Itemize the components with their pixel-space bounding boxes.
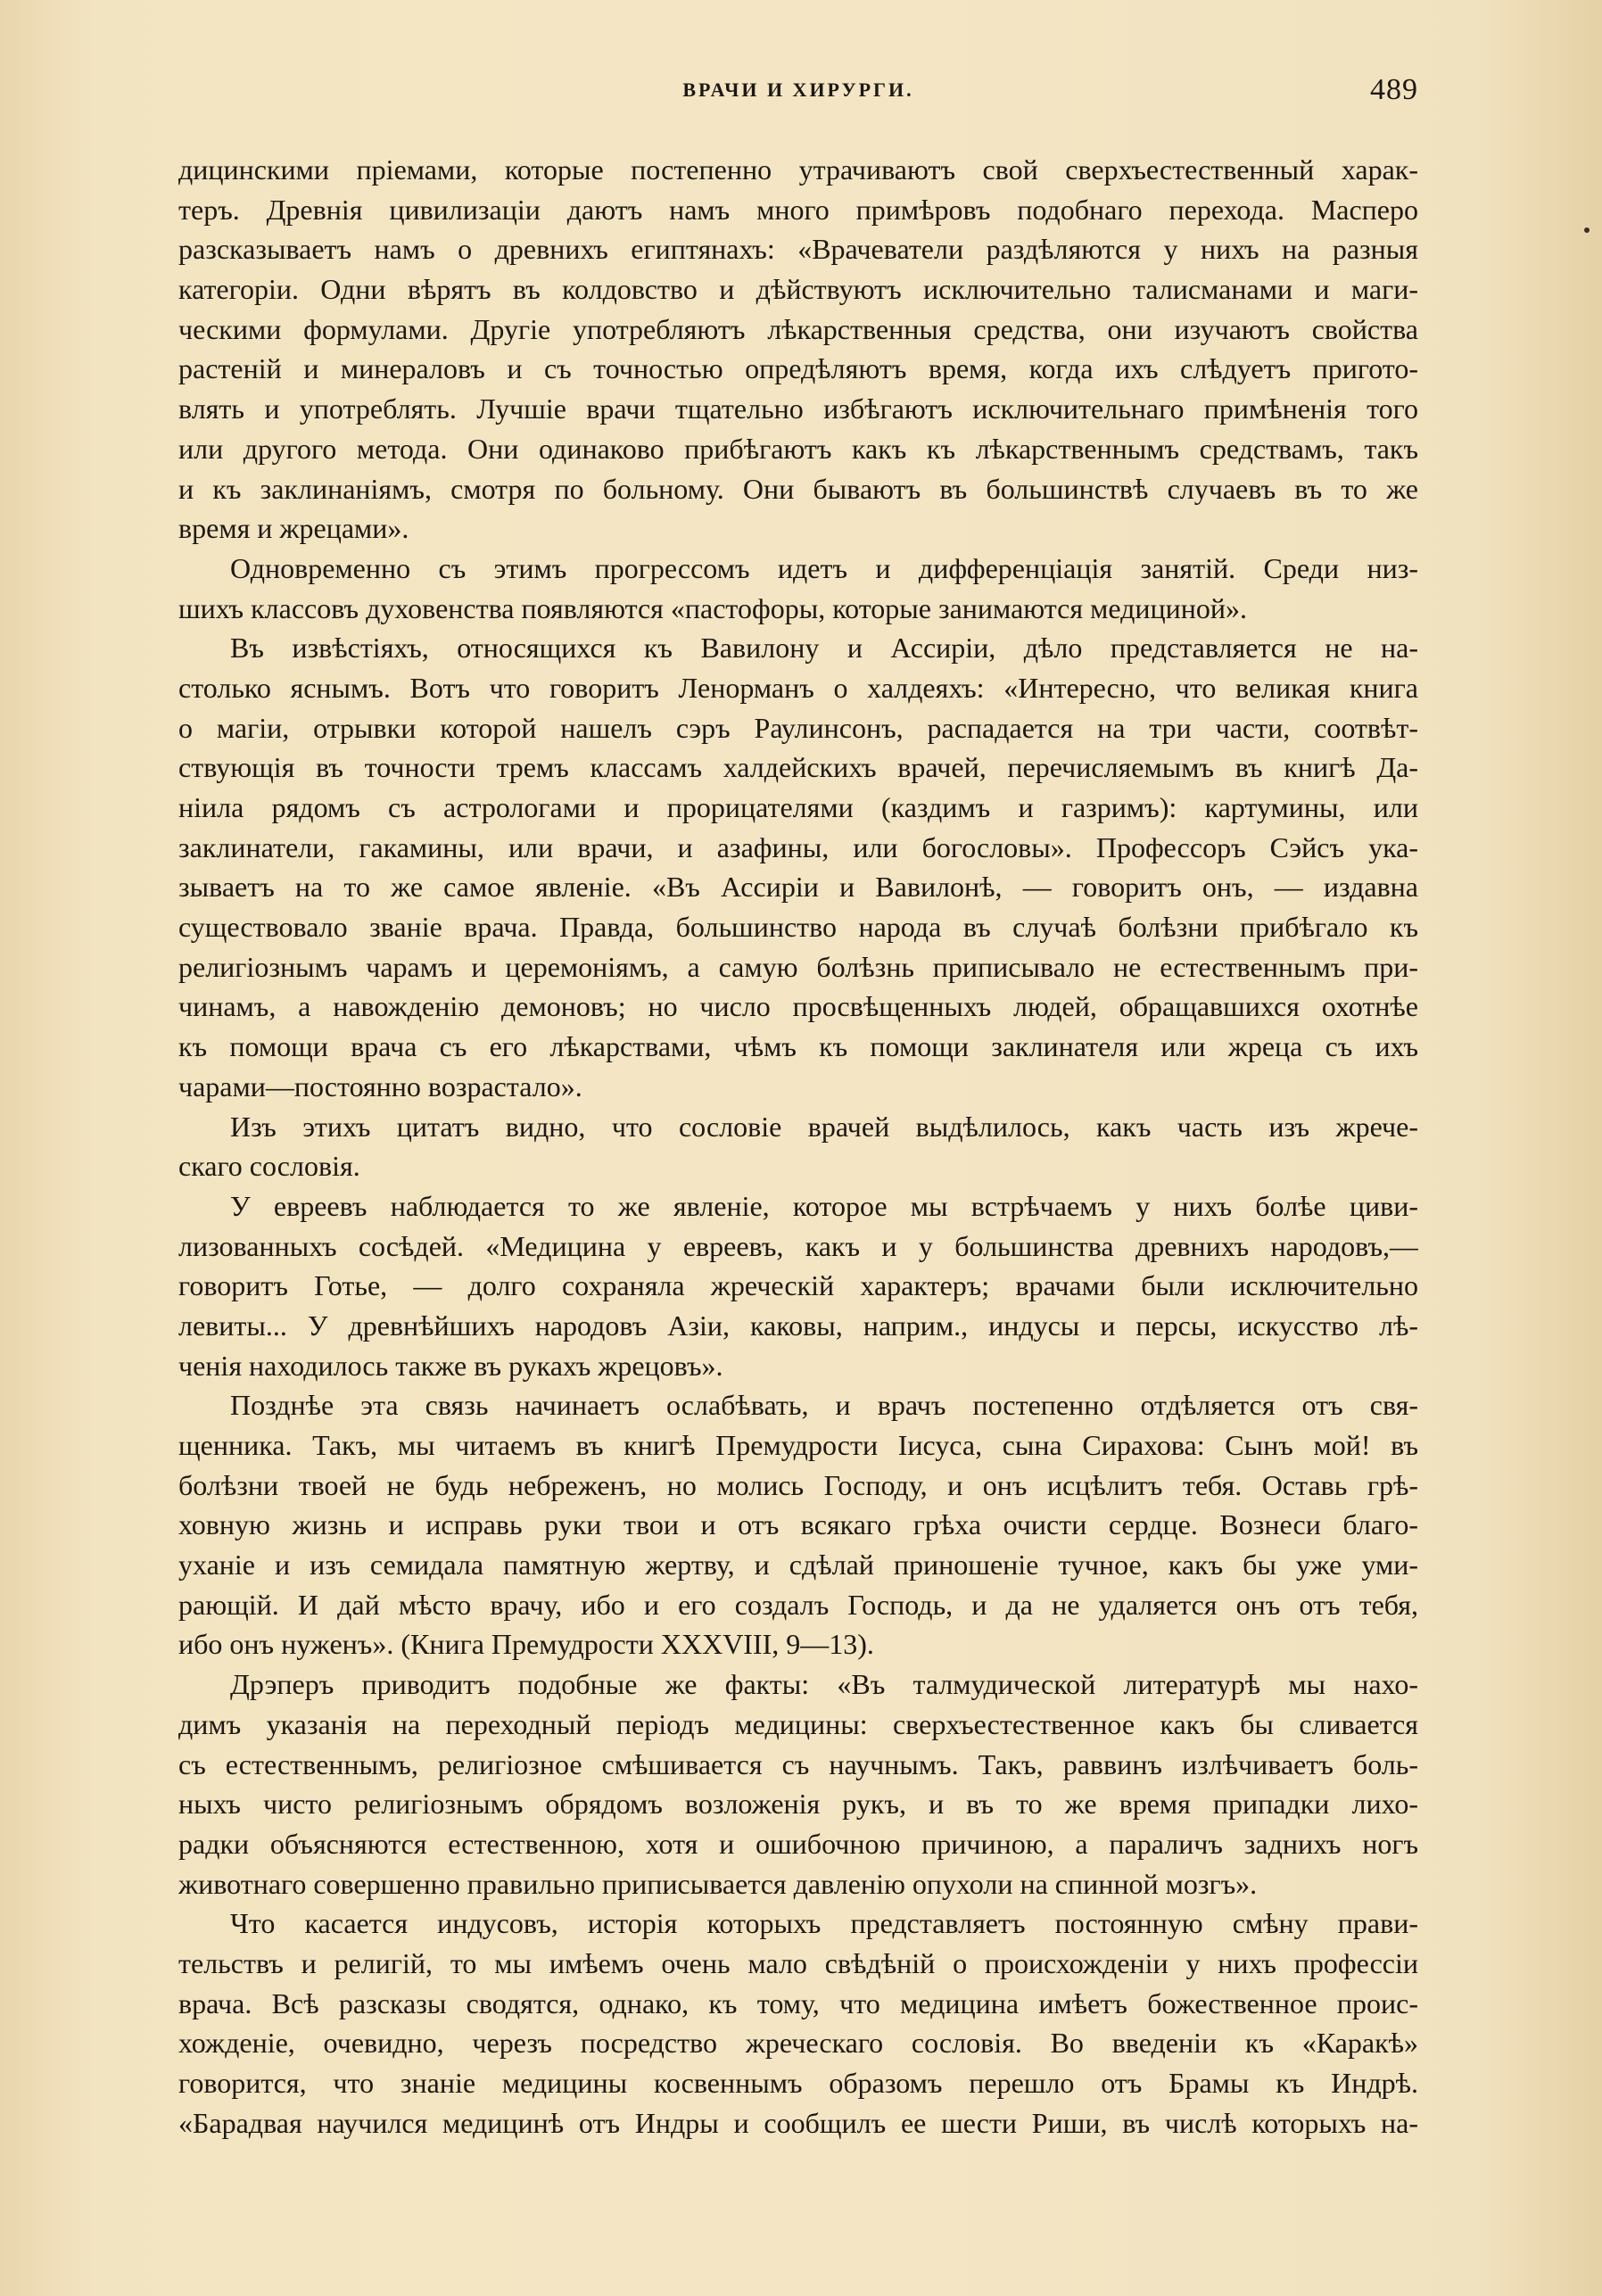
text-line: столько яснымъ. Вотъ что говоритъ Ленорманъ о халдеяхъ: «Интересно, что великая книга <box>178 671 1418 704</box>
text-line: говорится, что знаніе медицины косвеннымъ образомъ перешло отъ Брамы къ Индрѣ. <box>178 2067 1418 2099</box>
text-line: чинамъ, а навожденію демоновъ; но число просвѣщенныхъ людей, обращавшихся охотнѣе <box>178 990 1418 1023</box>
text-line: щенника. Такъ, мы читаемъ въ книгѣ Премудрости Іисуса, сына Сирахова: Сынъ мой! въ <box>178 1429 1418 1461</box>
text-line: теръ. Древнія цивилизаціи даютъ намъ много примѣровъ подобнаго перехода. Масперо <box>178 193 1418 226</box>
text-line: религіознымъ чарамъ и церемоніямъ, а самую болѣзнь приписывало не естественнымъ при- <box>178 950 1418 983</box>
text-line: и къ заклинаніямъ, смотря по больному. Они бываютъ въ большинствѣ случаевъ въ то же <box>178 472 1418 505</box>
text-line: разсказываетъ намъ о древнихъ египтянахъ: «Врачеватели раздѣляются у нихъ на разныя <box>178 233 1418 266</box>
text-line: говоритъ Готье, — долго сохраняла жреческій характеръ; врачами были исключительно <box>178 1269 1418 1302</box>
text-line: врача. Всѣ разсказы сводятся, однако, къ тому, что медицина имѣетъ божественное проис- <box>178 1986 1418 2019</box>
text-line: ховную жизнь и исправь руки твои и отъ всякаго грѣха очисти сердце. Вознеси благо- <box>178 1508 1418 1541</box>
text-line: димъ указанія на переходный періодъ медицины: сверхъестественное какъ бы сливается <box>178 1707 1418 1740</box>
text-line: съ естественнымъ, религіозное смѣшивается съ научнымъ. Такъ, раввинъ излѣчиваетъ боль- <box>178 1747 1418 1780</box>
text-line: У евреевъ наблюдается то же явленіе, которое мы встрѣчаемъ у нихъ болѣе циви- <box>230 1189 1418 1222</box>
page-header <box>178 73 1418 109</box>
text-line: о магіи, отрывки которой нашелъ сэръ Раулинсонъ, распадается на три части, соотвѣт- <box>178 711 1418 744</box>
text-line: растеній и минераловъ и съ точностью опредѣляютъ время, когда ихъ слѣдуетъ пригото- <box>178 352 1418 385</box>
text-line: дицинскими пріемами, которые постепенно утрачиваютъ свой сверхъестественный харак- <box>178 153 1418 186</box>
text-line: чарами—постоянно возрастало». <box>178 1070 582 1103</box>
text-line: лизованныхъ сосѣдей. «Медицина у евреевъ, какъ и у большинства древнихъ народовъ,— <box>178 1229 1418 1262</box>
text-line: шихъ классовъ духовенства появляются «пастофоры, которые занимаются медициной». <box>178 591 1247 624</box>
text-line: ствующія въ точности тремъ классамъ халдейскихъ врачей, перечисляемымъ въ книгѣ Да- <box>178 751 1418 784</box>
text-line: заклинатели, гакамины, или врачи, и азафины, или богословы». Профессоръ Сэйсъ ука- <box>178 830 1418 863</box>
text-line: хожденіе, очевидно, черезъ посредство жреческаго сословія. Во введеніи къ «Каракѣ» <box>178 2027 1418 2060</box>
margin-speck <box>1584 227 1590 233</box>
text-line: Дрэперъ приводитъ подобные же факты: «Въ талмудической литературѣ мы нахо- <box>230 1668 1418 1701</box>
text-line: радки объясняются естественною, хотя и ошибочною причиною, а параличъ заднихъ ногъ <box>178 1827 1418 1860</box>
text-line: время и жрецами». <box>178 512 409 545</box>
text-line: Позднѣе эта связь начинаетъ ослабѣвать, и врачъ постепенно отдѣляется отъ свя- <box>230 1389 1418 1422</box>
text-line: «Барадвая научился медицинѣ отъ Индры и сообщилъ ее шести Риши, въ числѣ которыхъ на- <box>178 2106 1418 2139</box>
text-line: уханіе и изъ семидала памятную жертву, и сдѣлай приношеніе тучное, какъ бы уже уми- <box>178 1549 1418 1582</box>
text-line: Въ извѣстіяхъ, относящихся къ Вавилону и Ассиріи, дѣло представляется не на- <box>230 632 1418 665</box>
text-line: болѣзни твоей не будь небреженъ, но молись Господу, и онъ исцѣлитъ тебя. Оставь грѣ- <box>178 1468 1418 1501</box>
text-line: ныхъ чисто религіознымъ обрядомъ возложенія рукъ, и въ то же время припадки лихо- <box>178 1788 1418 1821</box>
text-line: ченія находилось также въ рукахъ жрецовъ». <box>178 1349 723 1382</box>
text-line: животнаго совершенно правильно приписывается давленію опухоли на спинной мозгъ». <box>178 1867 1258 1900</box>
text-line: Изъ этихъ цитатъ видно, что сословіе врачей выдѣлилось, какъ часть изъ жрече- <box>230 1110 1418 1143</box>
text-line: ческими формулами. Другіе употребляютъ лѣкарственныя средства, они изучаютъ свойства <box>178 312 1418 345</box>
text-line: существовало званіе врача. Правда, большинство народа въ случаѣ болѣзни прибѣгало къ <box>178 911 1418 944</box>
text-line: зываетъ на то же самое явленіе. «Въ Ассиріи и Вавилонѣ, — говоритъ онъ, — издавна <box>178 871 1418 904</box>
text-line: или другого метода. Они одинаково прибѣгаютъ какъ къ лѣкарственнымъ средствамъ, такъ <box>178 432 1418 465</box>
text-line: тельствъ и религій, то мы имѣемъ очень мало свѣдѣній о происхожденіи у нихъ профессіи <box>178 1946 1418 1979</box>
text-line: влять и употреблять. Лучшіе врачи тщательно избѣгаютъ исключительнаго примѣненія того <box>178 392 1418 425</box>
text-line: категоріи. Одни вѣрятъ въ колдовство и дѣйствуютъ исключительно талисманами и маги- <box>178 273 1418 306</box>
text-line: рающій. И дай мѣсто врачу, ибо и его создалъ Господь, и да не удаляется онъ отъ тебя, <box>178 1588 1418 1621</box>
text-line: скаго сословія. <box>178 1150 360 1183</box>
text-line: Одновременно съ этимъ прогрессомъ идетъ и дифференціація занятій. Среди низ- <box>230 551 1418 584</box>
text-line: ибо онъ нуженъ». (Книга Премудрости XXXVIII, 9—13). <box>178 1628 874 1661</box>
page-number: 489 <box>1370 73 1418 106</box>
text-line: къ помощи врача съ его лѣкарствами, чѣмъ къ помощи заклинателя или жреца съ ихъ <box>178 1030 1418 1063</box>
running-title: ВРАЧИ И ХИРУРГИ. <box>682 78 914 101</box>
text-line: Что касается индусовъ, исторія которыхъ представляетъ постоянную смѣну прави- <box>230 1907 1418 1940</box>
text-body <box>178 150 1418 2143</box>
text-line: левиты... У древнѣйшихъ народовъ Азіи, каковы, наприм., индусы и персы, искусство лѣ- <box>178 1309 1418 1342</box>
text-line: ніила рядомъ съ астрологами и прорицателями (каздимъ и газримъ): картумины, или <box>178 791 1418 823</box>
